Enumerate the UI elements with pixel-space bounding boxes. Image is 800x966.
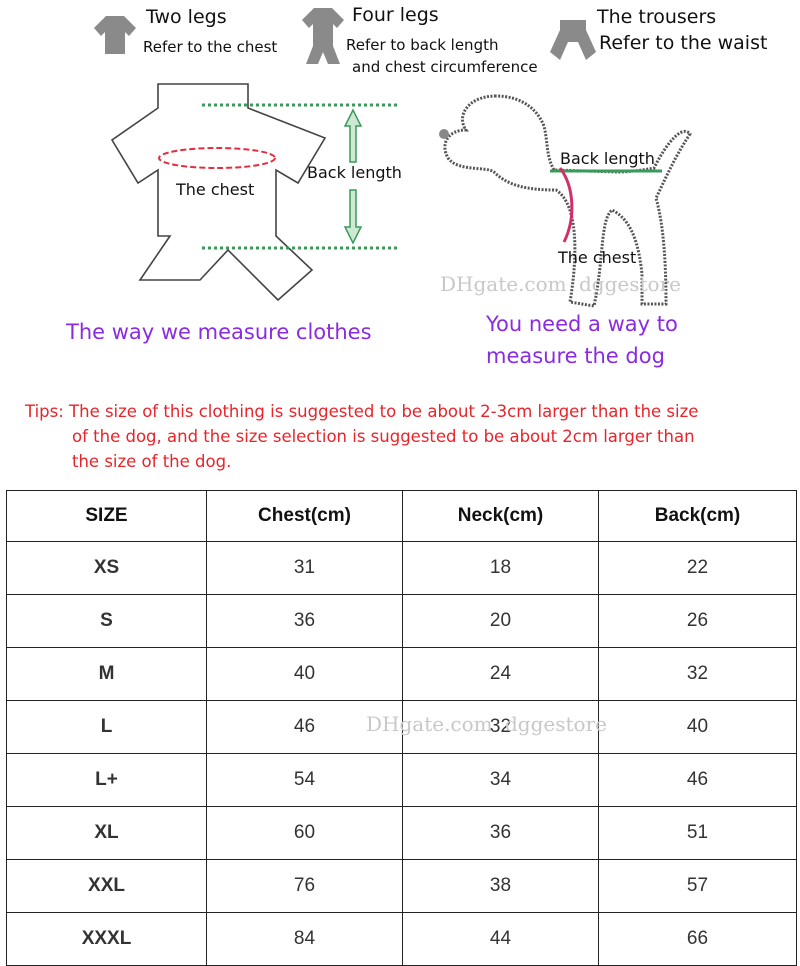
watermark-store: dggestore <box>505 712 607 736</box>
size-cell: XL <box>7 807 207 860</box>
clothes-diagram <box>100 78 410 318</box>
trousers-subtitle: Refer to the waist <box>599 32 768 54</box>
jumpsuit-icon <box>300 6 346 68</box>
header-back: Back(cm) <box>599 491 797 542</box>
size-cell: L+ <box>7 754 207 807</box>
tips-line-1: Tips: The size of this clothing is suggested to be about 2-3cm larger than the size <box>25 402 699 421</box>
table-row <box>7 860 797 913</box>
dog-chest-label: The chest <box>558 248 637 267</box>
table-row <box>7 913 797 966</box>
tips-line-3: the size of the dog. <box>72 452 232 471</box>
clothes-back-length-label: Back length <box>307 163 402 182</box>
four-legs-subtitle-2: and chest circumference <box>352 58 538 76</box>
dog-caption-line-2: measure the dog <box>486 344 665 368</box>
watermark-brand: DHgate.com <box>440 272 567 296</box>
back-cell: 46 <box>599 754 797 807</box>
chest-cell: 31 <box>207 542 403 595</box>
table-header-row <box>7 491 797 542</box>
neck-cell: 32 <box>403 701 599 754</box>
table-row <box>7 542 797 595</box>
trousers-icon <box>548 18 598 62</box>
clothes-caption: The way we measure clothes <box>66 320 372 344</box>
back-cell: 22 <box>599 542 797 595</box>
back-cell: 66 <box>599 913 797 966</box>
back-cell: 26 <box>599 595 797 648</box>
clothes-chest-label: The chest <box>176 180 255 199</box>
back-cell: 40 <box>599 701 797 754</box>
size-cell: XXXL <box>7 913 207 966</box>
dog-back-length-label: Back length <box>560 149 655 168</box>
header-size: SIZE <box>7 491 207 542</box>
shirt-icon <box>92 12 138 58</box>
neck-cell: 18 <box>403 542 599 595</box>
trousers-title: The trousers <box>597 6 717 28</box>
chest-cell: 54 <box>207 754 403 807</box>
watermark-top <box>440 272 681 296</box>
size-cell: XXL <box>7 860 207 913</box>
four-legs-subtitle-1: Refer to back length <box>346 36 499 54</box>
neck-cell: 38 <box>403 860 599 913</box>
table-row <box>7 648 797 701</box>
chest-cell: 40 <box>207 648 403 701</box>
size-cell: L <box>7 701 207 754</box>
header-neck: Neck(cm) <box>403 491 599 542</box>
neck-cell: 36 <box>403 807 599 860</box>
two-legs-subtitle: Refer to the chest <box>143 38 278 56</box>
neck-cell: 24 <box>403 648 599 701</box>
watermark-table <box>366 712 607 736</box>
chest-cell: 76 <box>207 860 403 913</box>
watermark-store: dggestore <box>579 272 681 296</box>
dog-caption-line-1: You need a way to <box>486 312 678 336</box>
table-row <box>7 595 797 648</box>
tips-line-2: of the dog, and the size selection is suggested to be about 2cm larger than <box>72 427 695 446</box>
table-row <box>7 754 797 807</box>
tips-text <box>25 399 795 474</box>
size-cell: M <box>7 648 207 701</box>
back-cell: 57 <box>599 860 797 913</box>
dog-chest-line <box>560 168 572 242</box>
chest-cell: 60 <box>207 807 403 860</box>
chest-cell: 36 <box>207 595 403 648</box>
chest-cell: 84 <box>207 913 403 966</box>
table-row <box>7 807 797 860</box>
chest-measure-line <box>159 148 275 168</box>
neck-cell: 34 <box>403 754 599 807</box>
size-cell: XS <box>7 542 207 595</box>
four-legs-title: Four legs <box>352 4 439 26</box>
back-cell: 51 <box>599 807 797 860</box>
two-legs-title: Two legs <box>146 6 227 28</box>
back-cell: 32 <box>599 648 797 701</box>
watermark-brand: DHgate.com <box>366 712 493 736</box>
neck-cell: 44 <box>403 913 599 966</box>
chest-cell: 46 <box>207 701 403 754</box>
header-chest: Chest(cm) <box>207 491 403 542</box>
neck-cell: 20 <box>403 595 599 648</box>
size-cell: S <box>7 595 207 648</box>
